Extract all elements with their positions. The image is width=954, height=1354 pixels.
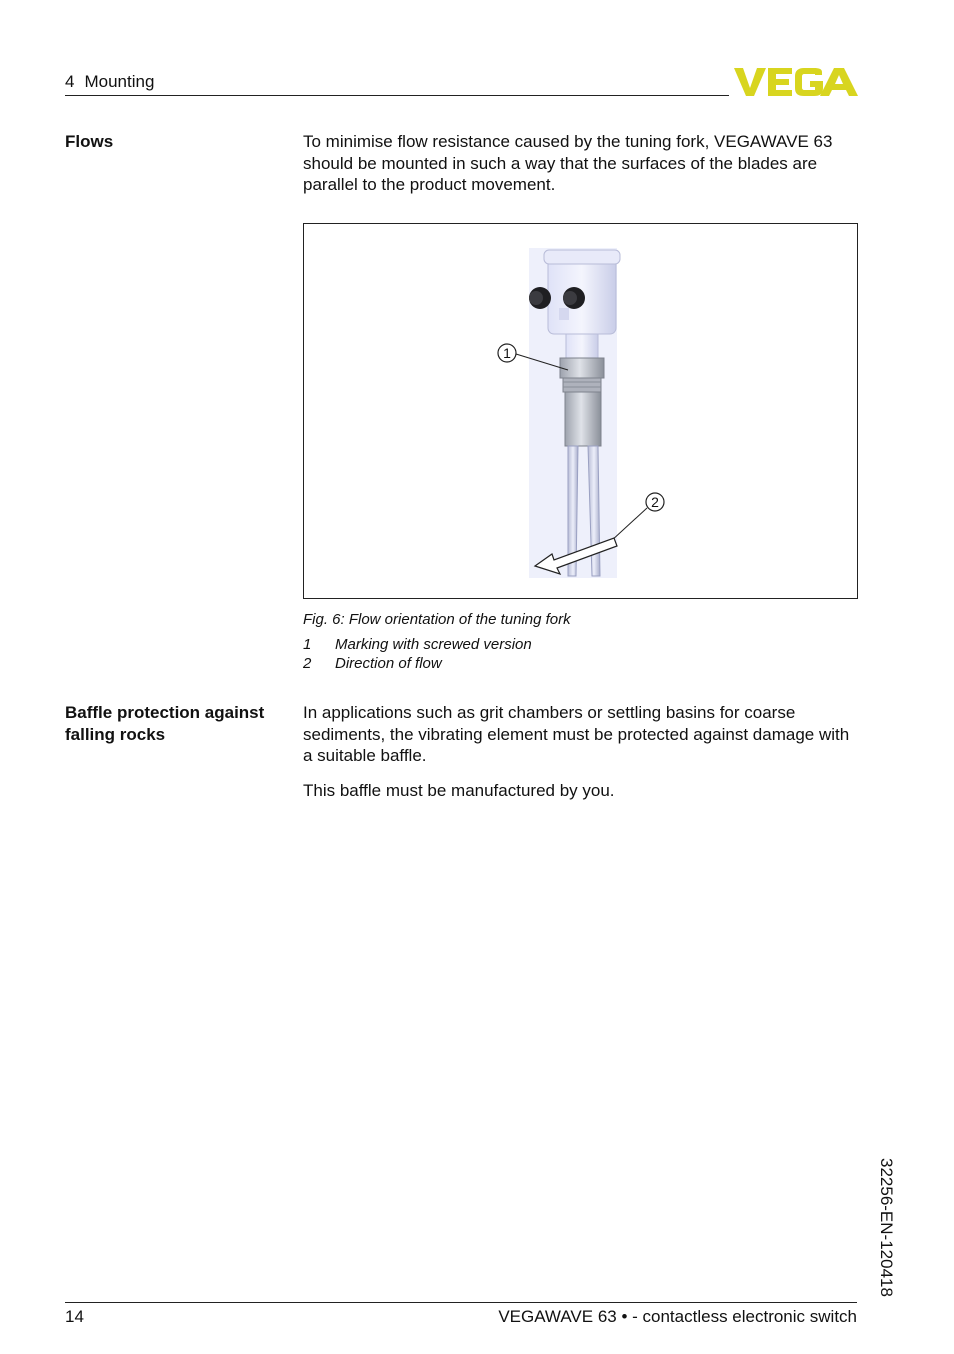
callout-1-label: 1 [503,345,511,361]
vega-logo [734,66,858,98]
section-heading-baffle [65,702,290,746]
footer-divider [65,1302,857,1303]
heading-line-1: Baffle protection against [65,703,265,722]
page-number: 14 [65,1307,84,1326]
legend-text: Direction of flow [335,655,442,672]
chapter-title: Mounting [84,72,155,91]
legend-number: 2 [303,655,312,672]
footer-document-title: VEGAWAVE 63 • - contactless electronic switch [498,1307,857,1326]
section-heading-flows: Flows [65,132,114,151]
legend-item [303,655,442,672]
legend-text: Marking with screwed version [335,636,532,653]
baffle-paragraph-1: In applications such as grit chambers or settling basins for coarse sediments, the vibrating element must be protected against damage with a suitable baffle. [303,703,850,765]
figure-tuning-fork [303,223,858,599]
flows-paragraph: To minimise flow resistance caused by the tuning fork, VEGAWAVE 63 should be mounted in such a way that the surfaces of the blades are parallel to the product movement. [303,132,833,194]
tuning-fork-illustration [304,224,857,598]
document-id: 32256-EN-120418 [877,1158,896,1297]
chapter-number: 4 [65,72,75,91]
baffle-paragraph-2: This baffle must be manufactured by you. [303,781,615,800]
chapter-header [65,72,154,92]
legend-number: 1 [303,636,312,653]
heading-line-2: falling rocks [65,725,166,744]
legend-item [303,636,532,653]
callout-2-label: 2 [651,494,659,510]
figure-caption: Fig. 6: Flow orientation of the tuning fork [303,611,571,628]
header-divider [65,95,729,96]
